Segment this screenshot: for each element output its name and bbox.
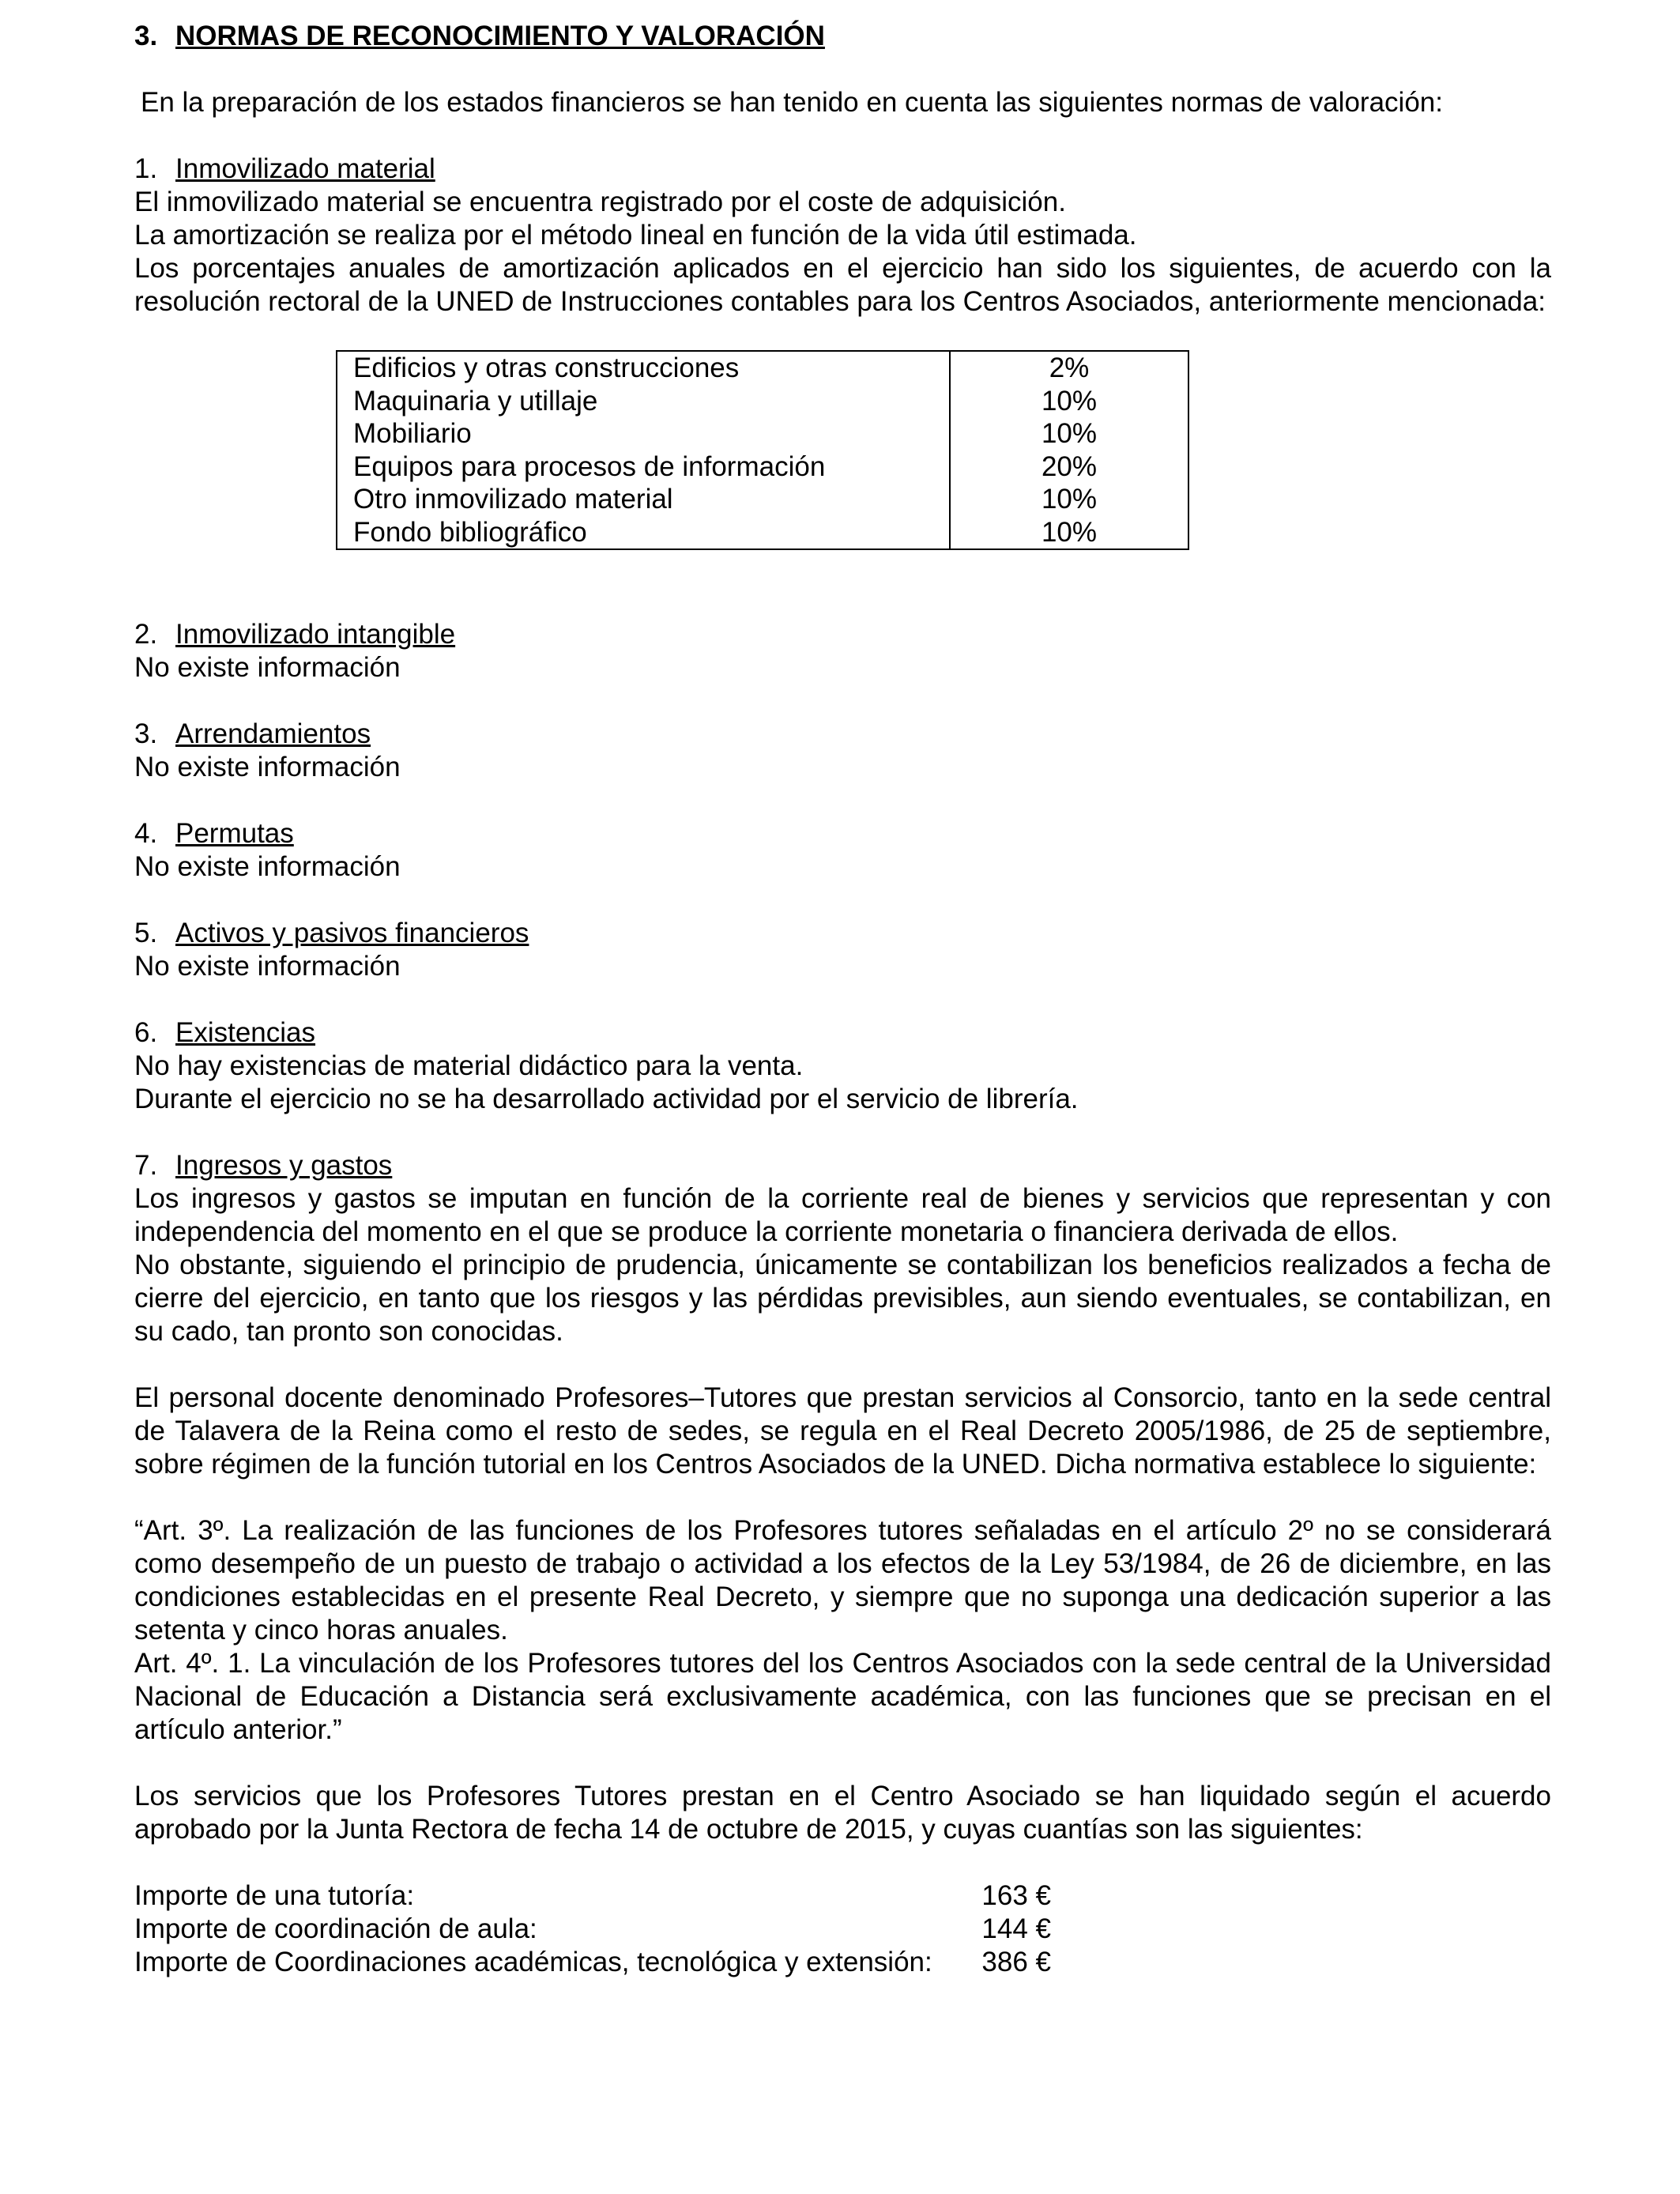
paragraph-line: La amortización se realiza por el método lineal en función de la vida útil estimada.	[134, 220, 1137, 251]
section-heading	[134, 20, 1551, 53]
paragraph-line: No existe información	[134, 652, 401, 683]
section-title: NORMAS DE RECONOCIMIENTO Y VALORACIÓN	[175, 21, 825, 51]
table-cell-label: Edificios y otras construcciones	[353, 352, 740, 383]
table-cell-label: Maquinaria y utillaje	[353, 385, 598, 417]
table-cell-value: 10%	[1041, 484, 1098, 515]
subsection-heading-7: 7. Ingresos y gastos	[134, 1150, 393, 1181]
amount-value: 163 €	[981, 1880, 1051, 1911]
amount-value: 386 €	[981, 1947, 1051, 1977]
amount-label: Importe de Coordinaciones académicas, tecnológica y extensión:	[134, 1947, 932, 1977]
subsection-heading-5: 5. Activos y pasivos financieros	[134, 918, 529, 948]
quote-paragraph: Art. 4º. 1. La vinculación de los Profesores tutores del los Centros Asociados con la sede central de la Universidad Nacional de Educación a Distancia será exclusivamente académica, con las funciones que se precisan en el artículo anterior.”	[134, 1648, 1551, 1745]
table-cell-value: 2%	[1049, 352, 1090, 383]
amortization-table	[336, 350, 1189, 550]
subsection-title: Ingresos y gastos	[175, 1150, 393, 1181]
paragraph-line: No existe información	[134, 752, 401, 782]
table-cell-label: Mobiliario	[353, 418, 472, 449]
paragraph-line: Durante el ejercicio no se ha desarrollado actividad por el servicio de librería.	[134, 1084, 1079, 1114]
paragraph: El personal docente denominado Profesores–Tutores que prestan servicios al Consorcio, tanto en la sede central de Talavera de la Reina como el resto de sedes, se regula en el Real Decreto 2005/1986, de 25 de septiembre, sobre régimen de la función tutorial en los Centros Asociados de la UNED. Dicha normativa establece lo siguiente:	[134, 1382, 1551, 1480]
table-cell-value: 10%	[1041, 516, 1098, 548]
subsection-heading-4: 4. Permutas	[134, 818, 294, 849]
table-cell-label: Fondo bibliográfico	[353, 516, 587, 548]
list-item	[134, 1913, 1051, 1946]
subsection-heading-6: 6. Existencias	[134, 1017, 316, 1048]
subsection-heading-2: 2. Inmovilizado intangible	[134, 619, 456, 650]
section-number: 3.	[134, 21, 158, 51]
paragraph-line: No existe información	[134, 851, 401, 882]
paragraph-line: No existe información	[134, 951, 401, 982]
amounts-list	[134, 1879, 1051, 1979]
paragraph-line: No hay existencias de material didáctico para la venta.	[134, 1050, 804, 1081]
intro-text: En la preparación de los estados financieros se han tenido en cuenta las siguientes normas de valoración:	[141, 87, 1443, 118]
amount-label: Importe de una tutoría:	[134, 1880, 415, 1911]
table-cell-value: 20%	[1041, 450, 1098, 482]
amount-value: 144 €	[981, 1913, 1051, 1944]
table-cell-value: 10%	[1041, 385, 1098, 417]
list-item	[134, 1946, 1051, 1979]
subsection-title: Inmovilizado intangible	[175, 619, 456, 650]
subsection-heading-1: 1. Inmovilizado material	[134, 153, 435, 184]
paragraph-line: El inmovilizado material se encuentra registrado por el coste de adquisición.	[134, 187, 1066, 217]
table-cell-label: Otro inmovilizado material	[353, 484, 673, 515]
paragraph: Los porcentajes anuales de amortización aplicados en el ejercicio han sido los siguientes, de acuerdo con la resolución rectoral de la UNED de Instrucciones contables para los Centros Asociados, anteriormente mencionada:	[134, 253, 1551, 317]
table-cell-value: 10%	[1041, 418, 1098, 449]
paragraph: No obstante, siguiendo el principio de prudencia, únicamente se contabilizan los beneficios realizados a fecha de cierre del ejercicio, en tanto que los riesgos y las pérdidas previsibles, aun siendo eventuales, se contabilizan, en su cado, tan pronto son conocidas.	[134, 1250, 1551, 1347]
subsection-title: Arrendamientos	[175, 718, 371, 749]
paragraph: Los servicios que los Profesores Tutores prestan en el Centro Asociado se han liquidado según el acuerdo aprobado por la Junta Rectora de fecha 14 de octubre de 2015, y cuyas cuantías son las siguientes:	[134, 1781, 1551, 1845]
subsection-title: Activos y pasivos financieros	[175, 918, 529, 948]
list-item	[134, 1879, 1051, 1913]
subsection-title: Inmovilizado material	[175, 153, 435, 184]
quote-paragraph: “Art. 3º. La realización de las funciones de los Profesores tutores señaladas en el artículo 2º no se considerará como desempeño de un puesto de trabajo o actividad a los efectos de la Ley 53/1984, de 26 de diciembre, en las condiciones establecidas en el presente Real Decreto, y siempre que no suponga una dedicación superior a las setenta y cinco horas anuales.	[134, 1515, 1551, 1646]
table-cell-label: Equipos para procesos de información	[353, 450, 826, 482]
subsection-heading-3: 3. Arrendamientos	[134, 718, 371, 749]
paragraph: Los ingresos y gastos se imputan en función de la corriente real de bienes y servicios que representan y con independencia del momento en el que se produce la corriente monetaria o financiera derivada de ellos.	[134, 1183, 1551, 1247]
document-page	[134, 20, 1551, 1979]
subsection-title: Existencias	[175, 1017, 316, 1048]
table-row	[337, 351, 1188, 549]
subsection-title: Permutas	[175, 818, 294, 849]
amount-label: Importe de coordinación de aula:	[134, 1913, 537, 1944]
